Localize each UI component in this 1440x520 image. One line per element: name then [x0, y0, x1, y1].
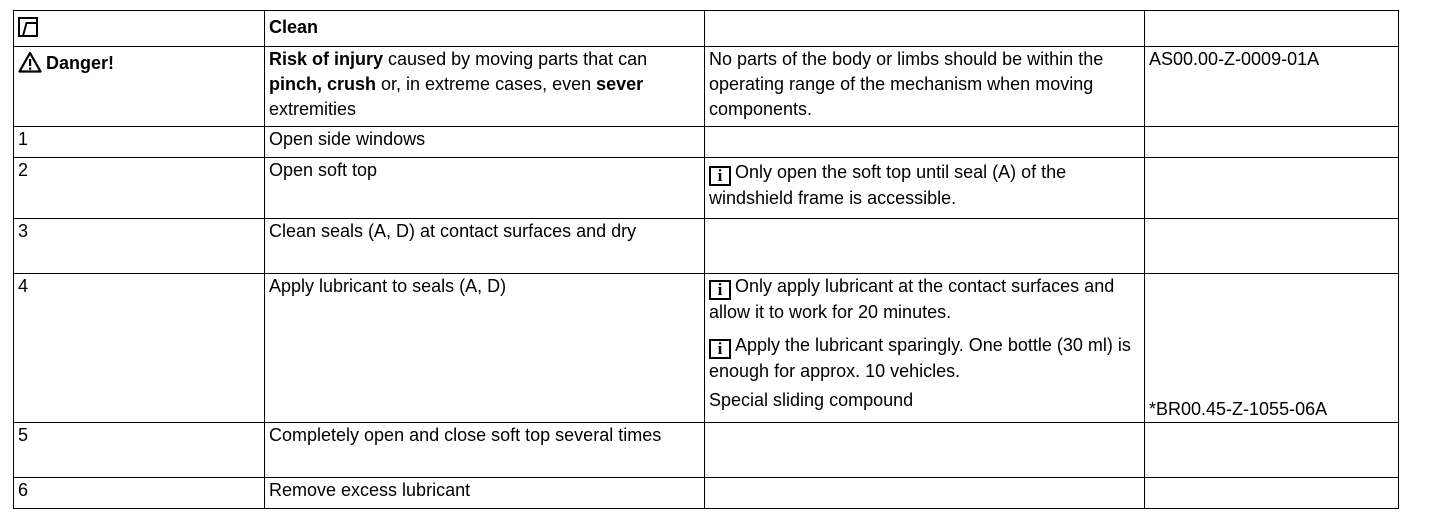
risk-bold: Risk of injury	[269, 49, 384, 69]
step-text: Completely open and close soft top several times	[265, 423, 705, 478]
step-row	[14, 274, 1399, 423]
step-number: 3	[14, 219, 265, 274]
step-row	[14, 478, 1399, 509]
risk-bold-sever: sever	[596, 74, 644, 94]
step-number: 2	[14, 158, 265, 219]
danger-advice: No parts of the body or limbs should be within the operating range of the mechanism when moving components.	[705, 47, 1145, 127]
step-row	[14, 127, 1399, 158]
step-number: 5	[14, 423, 265, 478]
step-note-cell	[705, 423, 1145, 478]
header-empty-cell	[1145, 11, 1399, 47]
step-ref: *BR00.45-Z-1055-06A	[1145, 274, 1399, 423]
warning-triangle-icon	[18, 51, 42, 73]
step-text: Apply lubricant to seals (A, D)	[265, 274, 705, 423]
danger-label-cell	[14, 47, 265, 127]
step-note: Only open the soft top until seal (A) of the windshield frame is accessible.	[709, 162, 1067, 208]
step-ref-cell	[1145, 219, 1399, 274]
maintenance-icon	[18, 17, 38, 37]
header-row	[14, 11, 1399, 47]
step-row	[14, 219, 1399, 274]
step-row	[14, 423, 1399, 478]
step-number: 4	[14, 274, 265, 423]
risk-bold-pinch: pinch, crush	[269, 74, 377, 94]
step-note: Apply the lubricant sparingly. One bottle (30 ml) is enough for approx. 10 vehicles.	[709, 335, 1131, 381]
info-icon: i	[709, 339, 731, 359]
info-icon: i	[709, 166, 731, 186]
step-note-cell	[705, 158, 1145, 219]
procedure-table	[13, 10, 1399, 509]
danger-row	[14, 47, 1399, 127]
risk-text: or, in extreme cases, even	[376, 74, 597, 94]
danger-risk-cell	[265, 47, 705, 127]
step-note-cell	[705, 127, 1145, 158]
header-icon-cell	[14, 11, 265, 47]
step-row	[14, 158, 1399, 219]
step-note: Only apply lubricant at the contact surfaces and allow it to work for 20 minutes.	[709, 276, 1115, 322]
header-empty-cell	[705, 11, 1145, 47]
step-ref-cell	[1145, 127, 1399, 158]
step-number: 6	[14, 478, 265, 509]
risk-text: extremities	[269, 99, 357, 119]
step-ref-cell	[1145, 478, 1399, 509]
step-note-cell	[705, 478, 1145, 509]
danger-label: Danger!	[46, 53, 115, 73]
info-icon: i	[709, 280, 731, 300]
step-text: Clean seals (A, D) at contact surfaces and dry	[265, 219, 705, 274]
step-text: Open side windows	[265, 127, 705, 158]
step-text: Remove excess lubricant	[265, 478, 705, 509]
risk-text: caused by moving parts that can	[383, 49, 648, 69]
step-note-cell	[705, 274, 1145, 423]
header-title: Clean	[265, 11, 705, 47]
step-number: 1	[14, 127, 265, 158]
step-ref-cell	[1145, 158, 1399, 219]
step-note-cell	[705, 219, 1145, 274]
step-text: Open soft top	[265, 158, 705, 219]
danger-ref: AS00.00-Z-0009-01A	[1145, 47, 1399, 127]
step-material: Special sliding compound	[709, 390, 914, 410]
step-ref-cell	[1145, 423, 1399, 478]
